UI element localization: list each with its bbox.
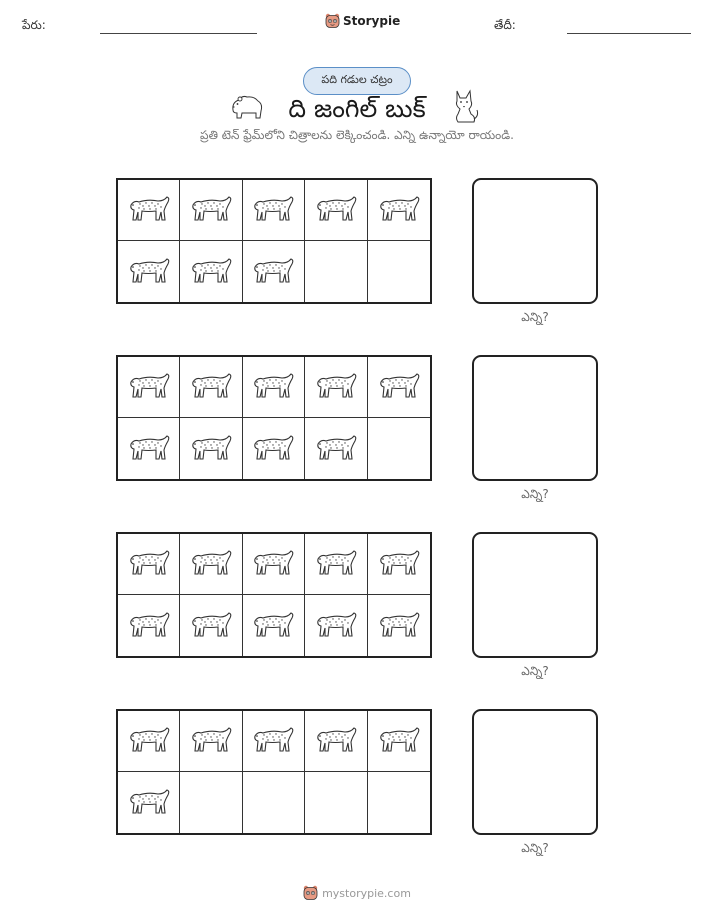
ten-frame-4 — [116, 709, 432, 835]
how-many-label-1: ఎన్ని? — [521, 310, 549, 324]
answer-box-3[interactable] — [472, 532, 598, 658]
leopard-icon — [126, 547, 172, 581]
storypie-mascot-icon — [303, 885, 318, 901]
leopard-icon — [250, 370, 296, 404]
how-many-label-4: ఎన్ని? — [521, 841, 549, 855]
leopard-icon — [126, 432, 172, 466]
frame-cell — [368, 711, 430, 772]
frame-cell — [118, 595, 180, 656]
frame-cell — [368, 534, 430, 595]
leopard-icon — [188, 547, 234, 581]
leopard-icon — [376, 193, 422, 227]
frame-cell — [305, 418, 367, 479]
date-line[interactable] — [567, 33, 691, 34]
frame-cell — [180, 241, 242, 302]
frame-cell — [118, 772, 180, 833]
frame-cell — [368, 595, 430, 656]
leopard-icon — [188, 609, 234, 643]
wolf-icon — [448, 88, 480, 124]
leopard-icon — [376, 370, 422, 404]
leopard-icon — [188, 193, 234, 227]
leopard-icon — [313, 193, 359, 227]
footer-url: mystorypie.com — [322, 886, 411, 900]
frame-cell — [368, 180, 430, 241]
frame-cell — [243, 595, 305, 656]
frame-cell — [243, 711, 305, 772]
storypie-mascot-icon — [325, 13, 340, 29]
answer-box-2[interactable] — [472, 355, 598, 481]
leopard-icon — [188, 255, 234, 289]
how-many-label-2: ఎన్ని? — [521, 487, 549, 501]
leopard-icon — [313, 724, 359, 758]
leopard-icon — [126, 370, 172, 404]
frame-cell — [243, 180, 305, 241]
leopard-icon — [188, 432, 234, 466]
frame-cell — [118, 180, 180, 241]
ten-frame-1 — [116, 178, 432, 304]
leopard-icon — [126, 786, 172, 820]
name-line[interactable] — [100, 33, 257, 34]
leopard-icon — [313, 370, 359, 404]
leopard-icon — [250, 432, 296, 466]
frame-cell — [305, 180, 367, 241]
leopard-icon — [313, 609, 359, 643]
answer-box-1[interactable] — [472, 178, 598, 304]
frame-cell — [305, 241, 367, 302]
leopard-icon — [126, 609, 172, 643]
frame-cell — [305, 534, 367, 595]
frame-cell — [243, 772, 305, 833]
frame-cell — [243, 241, 305, 302]
leopard-icon — [376, 547, 422, 581]
frame-cell — [368, 418, 430, 479]
leopard-icon — [250, 193, 296, 227]
frame-cell — [118, 418, 180, 479]
frame-cell — [368, 357, 430, 418]
footer — [0, 885, 714, 901]
frame-cell — [180, 534, 242, 595]
frame-cell — [243, 534, 305, 595]
leopard-icon — [188, 724, 234, 758]
leopard-icon — [250, 547, 296, 581]
leopard-icon — [250, 609, 296, 643]
frame-cell — [243, 418, 305, 479]
how-many-label-3: ఎన్ని? — [521, 664, 549, 678]
leopard-icon — [313, 547, 359, 581]
frame-cell — [180, 357, 242, 418]
frame-cell — [118, 357, 180, 418]
frame-cell — [243, 357, 305, 418]
frame-cell — [368, 241, 430, 302]
leopard-icon — [188, 370, 234, 404]
frame-cell — [305, 357, 367, 418]
answer-box-4[interactable] — [472, 709, 598, 835]
frame-cell — [305, 772, 367, 833]
name-label: పేరు: — [22, 18, 46, 32]
leopard-icon — [376, 724, 422, 758]
leopard-icon — [126, 724, 172, 758]
leopard-icon — [126, 193, 172, 227]
frame-cell — [118, 711, 180, 772]
frame-cell — [180, 595, 242, 656]
worksheet-type-badge: పది గడుల చట్రం — [303, 67, 411, 95]
frame-cell — [118, 241, 180, 302]
frame-cell — [118, 534, 180, 595]
instructions: ప్రతి టెన్ ఫ్రేమ్‌లోని చిత్రాలను లెక్కించండి. ఎన్ని ఉన్నాయో రాయండి. — [200, 128, 514, 142]
leopard-icon — [250, 255, 296, 289]
frame-cell — [305, 595, 367, 656]
frame-cell — [180, 418, 242, 479]
brand-name: Storypie — [343, 14, 401, 28]
brand-logo — [325, 13, 400, 29]
ten-frame-3 — [116, 532, 432, 658]
leopard-icon — [376, 609, 422, 643]
ten-frame-2 — [116, 355, 432, 481]
frame-cell — [305, 711, 367, 772]
date-label: తేదీ: — [494, 18, 516, 32]
frame-cell — [180, 180, 242, 241]
frame-cell — [180, 711, 242, 772]
frame-cell — [368, 772, 430, 833]
leopard-icon — [250, 724, 296, 758]
leopard-icon — [313, 432, 359, 466]
worksheet-title: ది జంగిల్ బుక్ — [288, 94, 426, 123]
frame-cell — [180, 772, 242, 833]
leopard-icon — [126, 255, 172, 289]
